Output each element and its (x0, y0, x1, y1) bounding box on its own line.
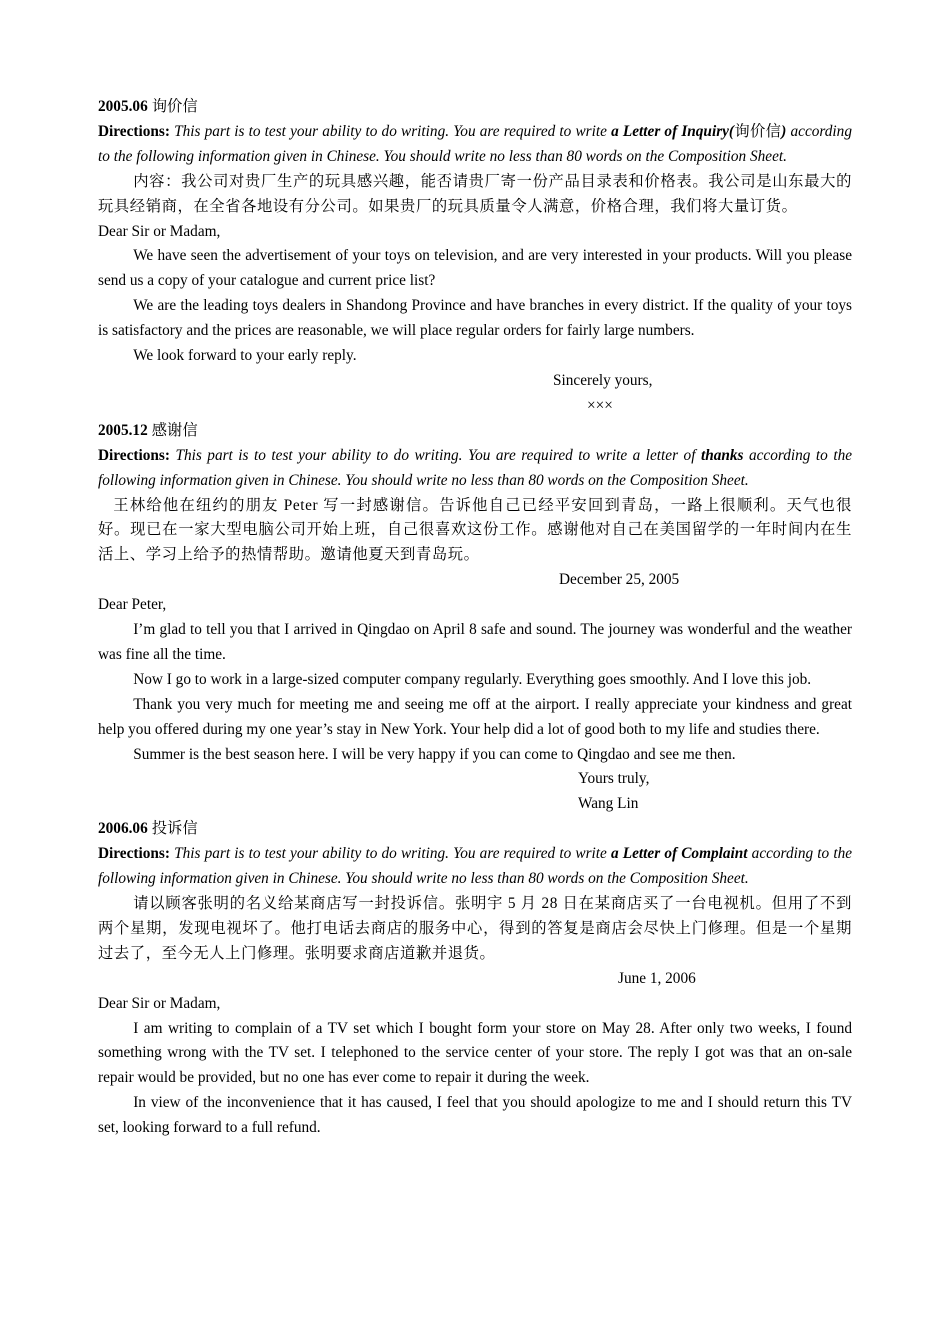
directions-text: This part is to test your ability to do writing. You are required to write a letter of (175, 446, 701, 464)
letter-paragraph: We are the leading toys dealers in Shandong Province and have branches in every district. If the quality of your toys is satisfactory and the prices are reasonable, we will place regular orders for fairly large numbers. (98, 297, 852, 340)
directions (98, 842, 852, 892)
directions-text: This part is to test your ability to do writing. You are required to write (174, 122, 612, 140)
section-heading (98, 419, 852, 444)
directions (98, 444, 852, 494)
task-content-cn: 请以顾客张明的名义给某商店写一封投诉信。张明宇 5 月 28 日在某商店买了一台电视机。但用了不到两个星期，发现电视坏了。他打电话去商店的服务中心，得到的答复是商店会尽快上门修理。但是一个星期过去了，至今无人上门修理。张明要求商店道歉并退货。 (98, 895, 852, 962)
heading-title: 询价信 (151, 98, 198, 115)
document-page (98, 95, 852, 1141)
heading-date: 2006.06 (98, 820, 148, 838)
closing: Sincerely yours, (553, 371, 653, 389)
heading-date: 2005.06 (98, 98, 148, 115)
closing: Yours truly, (578, 770, 650, 788)
letter-paragraph: I am writing to complain of a TV set which I bought form your store on May 28. After only two weeks, I found something wrong with the TV set. I telephoned to the service center of your store. The reply I got was that an on-sale repair would be provided, but no one has ever come to repair it during the week. (98, 1019, 852, 1087)
salutation: Dear Sir or Madam, (98, 994, 221, 1012)
directions (98, 120, 852, 170)
letter-paragraph: Thank you very much for meeting me and seeing me off at the airport. I really appreciate your kindness and great help you offered during my one year’s stay in New York. Your help did a lot of good both to my life and studies there. (98, 695, 852, 738)
directions-emphasis: a Letter of Complaint (611, 845, 748, 863)
heading-title: 感谢信 (151, 421, 198, 439)
letter-paragraph: Now I go to work in a large-sized computer company regularly. Everything goes smoothly. And I love this job. (133, 670, 812, 688)
section-heading (98, 95, 852, 120)
task-content-cn: 内容：我公司对贵厂生产的玩具感兴趣，能否请贵厂寄一份产品目录表和价格表。我公司是山东最大的玩具经销商，在全省各地设有分公司。如果贵厂的玩具质量令人满意，价格合理，我们将大量订货。 (98, 172, 852, 215)
directions-emphasis: thanks (700, 446, 744, 464)
signature: ××× (587, 396, 613, 414)
signature: Wang Lin (578, 795, 639, 813)
directions-text-continued: according to the following information given in Chinese. You should write no less than 80 words on the Composition Sheet. (98, 845, 853, 888)
section-complaint-letter (98, 817, 852, 1141)
section-thanks-letter (98, 419, 852, 818)
salutation: Dear Peter, (98, 596, 167, 614)
directions-text-continued: according to the following information given in Chinese. You should write no less than 80 words on the Composition Sheet. (98, 446, 853, 489)
letter-date: December 25, 2005 (559, 571, 680, 589)
directions-label: Directions: (98, 845, 170, 863)
directions-emphasis-end: ) (781, 122, 787, 140)
heading-date: 2005.12 (98, 421, 148, 439)
heading-title: 投诉信 (151, 820, 198, 838)
letter-paragraph: We look forward to your early reply. (133, 347, 357, 365)
directions-emphasis: a Letter of Inquiry( (611, 122, 735, 140)
letter-paragraph: Summer is the best season here. I will be very happy if you can come to Qingdao and see me then. (133, 745, 736, 763)
section-heading (98, 817, 852, 842)
letter-paragraph: We have seen the advertisement of your toys on television, and are very interested in your products. Will you please send us a copy of your catalogue and current price list? (98, 247, 852, 290)
section-inquiry-letter (98, 95, 852, 419)
salutation: Dear Sir or Madam, (98, 222, 221, 240)
directions-text: This part is to test your ability to do writing. You are required to write (174, 845, 611, 863)
task-content-cn: 王林给他在纽约的朋友 Peter 写一封感谢信。告诉他自己已经平安回到青岛，一路上很顺利。天气也很好。现已在一家大型电脑公司开始上班，自己很喜欢这份工作。感谢他对自己在美国留学的一年时间内在生活上、学习上给予的热情帮助。邀请他夏天到青岛玩。 (98, 496, 852, 564)
letter-paragraph: In view of the inconvenience that it has caused, I feel that you should apologize to me and I should return this TV set, looking forward to a full refund. (98, 1094, 852, 1137)
directions-emphasis-cn: 询价信 (734, 122, 782, 140)
letter-date: June 1, 2006 (618, 969, 696, 987)
directions-label: Directions: (98, 122, 170, 140)
directions-text-continued: according to the following information given in Chinese. You should write no less than 80 words on the Composition Sheet. (98, 122, 852, 165)
directions-label: Directions: (98, 446, 170, 464)
letter-paragraph: I’m glad to tell you that I arrived in Qingdao on April 8 safe and sound. The journey was wonderful and the weather was fine all the time. (98, 621, 852, 663)
